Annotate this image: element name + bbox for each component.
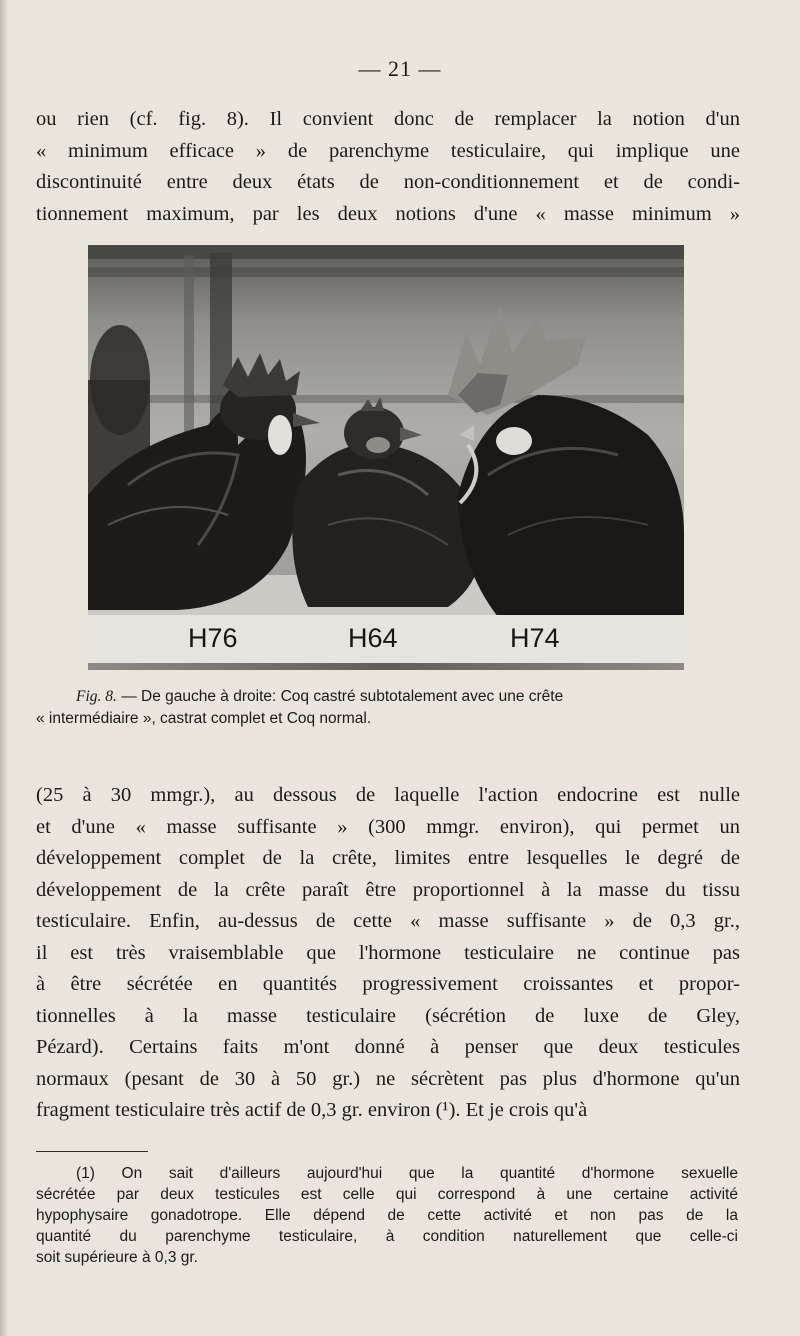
footnote <box>36 1163 738 1268</box>
paragraph-body <box>36 780 740 1127</box>
bird-label-h76: H76 <box>188 623 238 653</box>
text-line: « minimum efficace » de parenchyme testiculaire, qui implique une <box>36 139 740 162</box>
text-line: et d'une « masse suffisante » (300 mmgr. environ), qui permet un <box>36 815 740 838</box>
bird-label-h64: H64 <box>348 623 398 653</box>
paragraph-top <box>36 104 740 230</box>
text-line: tionnement maximum, par les deux notions d'une « masse minimum » <box>36 202 740 225</box>
figure-label-strip <box>88 615 684 670</box>
figure-bottom-border <box>88 663 684 670</box>
page-number: — 21 — <box>358 56 442 81</box>
text-line: Pézard). Certains faits m'ont donné à penser que deux testicules <box>36 1036 740 1058</box>
rooster-photo-illustration <box>88 245 684 615</box>
text-line: fragment testiculaire très actif de 0,3 gr. environ (¹). Et je crois qu'à <box>36 1099 588 1121</box>
footnote-line: sécrétée par deux testicules est celle qui correspond à une certaine activité <box>36 1186 738 1203</box>
bird-label-h74: H74 <box>510 623 560 653</box>
text-line: ou rien (cf. fig. 8). Il convient donc de remplacer la notion d'un <box>36 108 740 130</box>
page-edge-shadow <box>0 0 8 1336</box>
text-line: il est très vraisemblable que l'hormone testiculaire ne continue pas <box>36 941 740 964</box>
footnote-separator <box>36 1151 148 1152</box>
text-line: tionnelles à la masse testiculaire (sécrétion de luxe de Gley, <box>36 1004 740 1027</box>
footnote-line: hypophysaire gonadotrope. Elle dépend de cette activité et non pas de la <box>36 1207 738 1224</box>
text-line: (25 à 30 mmgr.), au dessous de laquelle l'action endocrine est nulle <box>36 784 740 806</box>
footnote-line: (1) On sait d'ailleurs aujourd'hui que la quantité d'hormone sexuelle <box>76 1165 738 1182</box>
text-line: développement complet de la crête, limites entre lesquelles le degré de <box>36 847 740 869</box>
caption-figure-number: Fig. 8. <box>76 688 117 705</box>
caption-line <box>36 686 750 708</box>
text-line: à être sécrétée en quantités progressivement croissantes et propor- <box>36 973 740 995</box>
footnote-line: quantité du parenchyme testiculaire, à condition naturellement que celle-ci <box>36 1228 738 1245</box>
figure-caption <box>36 686 750 730</box>
text-line: testiculaire. Enfin, au-dessus de cette « masse suffisante » de 0,3 gr., <box>36 910 740 932</box>
rooster-photograph <box>88 245 684 615</box>
text-line: développement de la crête paraît être proportionnel à la masse du tissu <box>36 878 740 901</box>
text-line: discontinuité entre deux états de non-conditionnement et de condi- <box>36 171 740 193</box>
text-line: normaux (pesant de 30 à 50 gr.) ne sécrètent pas plus d'hormone qu'un <box>36 1067 740 1090</box>
caption-line: « intermédiaire », castrat complet et Coq normal. <box>36 710 372 727</box>
footnote-line: soit supérieure à 0,3 gr. <box>36 1249 198 1266</box>
figure-8 <box>88 245 684 670</box>
caption-text: — De gauche à droite: Coq castré subtotalement avec une crête <box>121 688 564 705</box>
